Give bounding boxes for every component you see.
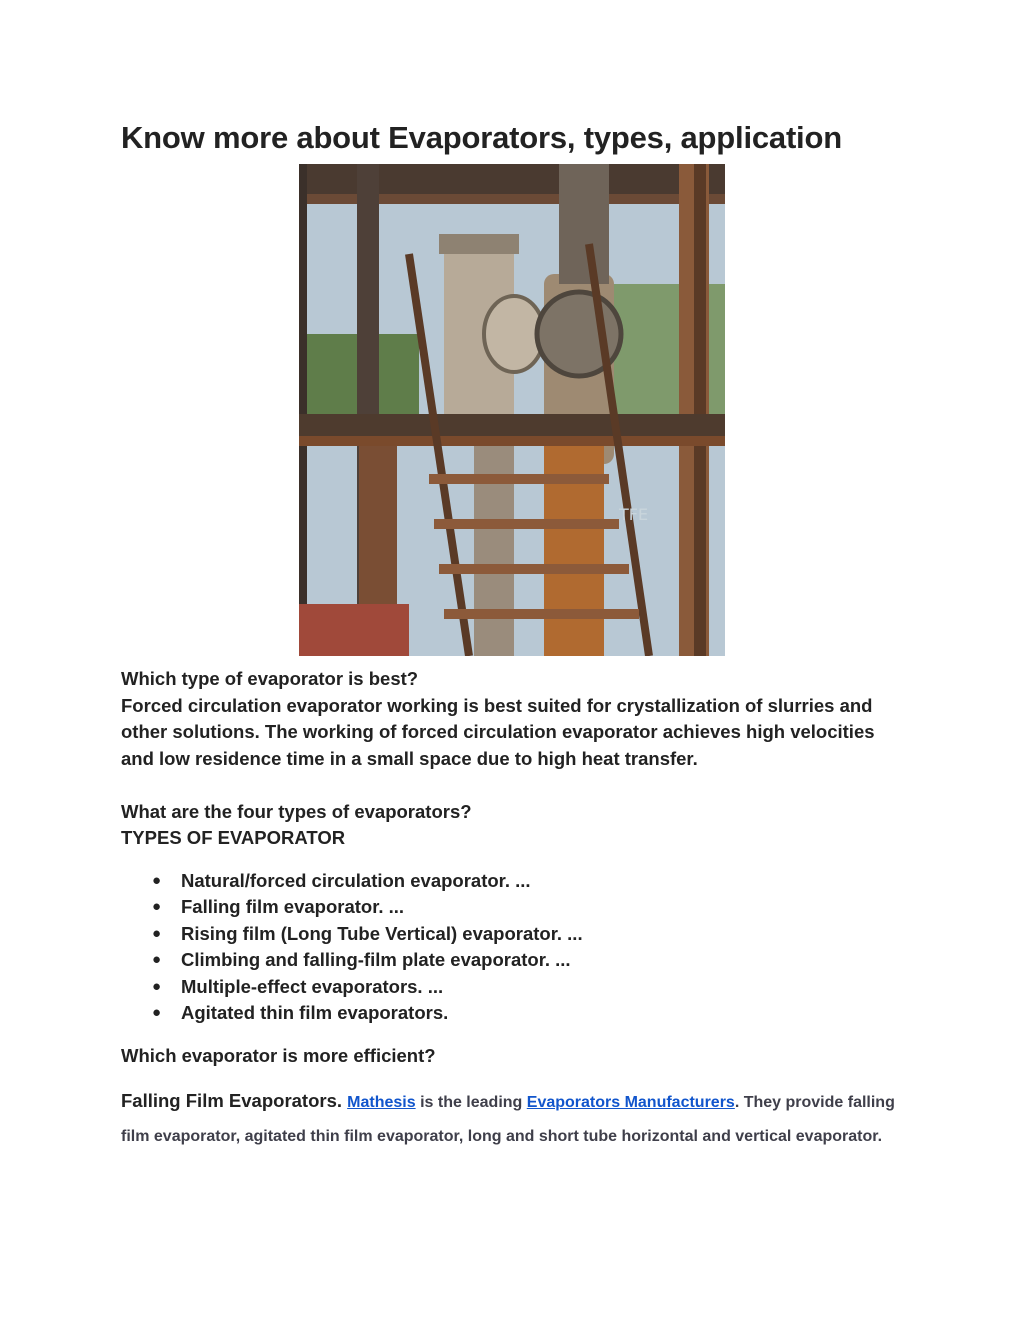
question-best-evaporator: Which type of evaporator is best? — [121, 668, 419, 689]
falling-film-lead: Falling Film Evaporators. — [121, 1090, 343, 1111]
bullet-icon: ● — [152, 1004, 162, 1021]
tfe-label: TFE — [619, 505, 649, 524]
list-item: ● Agitated thin film evaporators. — [121, 1000, 911, 1027]
bullet-icon: ● — [152, 871, 162, 889]
evaporator-types-list — [121, 868, 911, 1027]
answer-best-evaporator: Forced circulation evaporator working is best suited for crystallization of slurries and other solutions. The working of forced circulation evaporator achieves high velocities and low residence time in a small space due to high heat transfer. — [121, 694, 875, 769]
final-mid-text: is the leading — [415, 1094, 527, 1111]
list-item: ● Multiple-effect evaporators. ... — [121, 974, 911, 1001]
bullet-icon: ● — [152, 951, 162, 968]
document-page — [121, 118, 911, 1145]
question-four-types: What are the four types of evaporators? — [121, 800, 472, 822]
final-tail-text: . They provide falling film evaporator, agitated thin film evaporator, long and short tube horizontal and vertical evaporator. — [121, 1094, 895, 1145]
evaporators-manufacturers-link[interactable]: Evaporators Manufacturers — [526, 1094, 735, 1111]
types-heading: TYPES OF EVAPORATOR — [121, 827, 346, 848]
list-item: ● Falling film evaporator. ... — [121, 894, 911, 921]
page-title: Know more about Evaporators, types, application — [121, 120, 842, 155]
bullet-icon: ● — [152, 924, 162, 942]
mathesis-link[interactable]: Mathesis — [347, 1094, 416, 1111]
evaporator-photo — [299, 164, 725, 656]
question-most-efficient: Which evaporator is more efficient? — [121, 1044, 436, 1066]
list-item: ● Rising film (Long Tube Vertical) evaporator. ... — [121, 921, 911, 948]
list-item: ● Natural/forced circulation evaporator. ... — [121, 868, 911, 895]
article-body — [121, 666, 911, 1153]
bullet-icon: ● — [152, 898, 162, 915]
final-paragraph — [121, 1085, 911, 1153]
list-item: ● Climbing and falling-film plate evaporator. ... — [121, 947, 911, 974]
bullet-icon: ● — [152, 977, 162, 995]
